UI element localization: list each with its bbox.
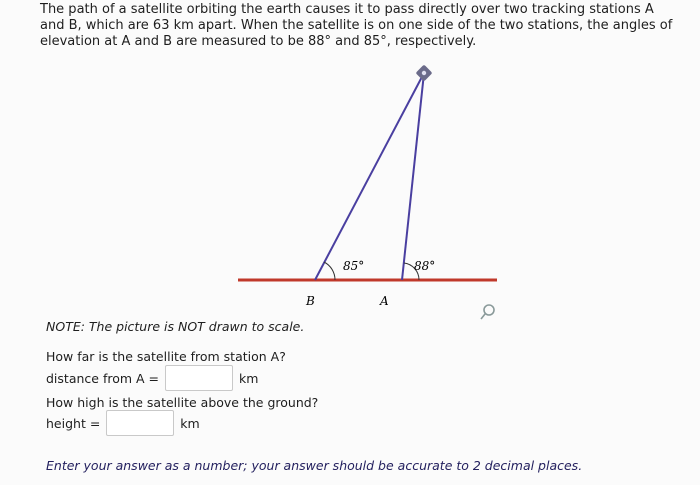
- angle-label-b: 85°: [343, 259, 365, 273]
- angle-arc-b: [324, 262, 335, 280]
- diagram-note: NOTE: The picture is NOT drawn to scale.: [46, 319, 305, 334]
- station-label-a: A: [380, 294, 389, 308]
- question2-answer-row: [46, 410, 200, 436]
- question1-label: distance from A =: [46, 370, 160, 386]
- distance-input[interactable]: [165, 365, 233, 391]
- height-input[interactable]: [106, 410, 174, 436]
- line-from-b: [315, 73, 424, 280]
- problem-statement: The path of a satellite orbiting the earth causes it to pass directly over two tracking stations A and B, which are 63 km apart. When the satellite is on one side of the two stations, the angles of elevation at A and B are measured to be 88° and 85°, respectively.: [40, 2, 673, 49]
- question1-answer-row: [46, 365, 258, 391]
- question2-unit: km: [180, 415, 200, 431]
- satellite-icon: [416, 65, 433, 82]
- angle-label-a: 88°: [414, 259, 436, 273]
- question1-text: How far is the satellite from station A?: [46, 349, 286, 364]
- question2-label: height =: [46, 415, 101, 431]
- line-from-a: [402, 73, 424, 280]
- question2-text: How high is the satellite above the ground?: [46, 395, 319, 410]
- search-icon[interactable]: [481, 305, 494, 319]
- station-label-b: B: [306, 294, 315, 308]
- question1-unit: km: [239, 370, 259, 386]
- answer-instruction: Enter your answer as a number; your answer should be accurate to 2 decimal places.: [46, 458, 583, 473]
